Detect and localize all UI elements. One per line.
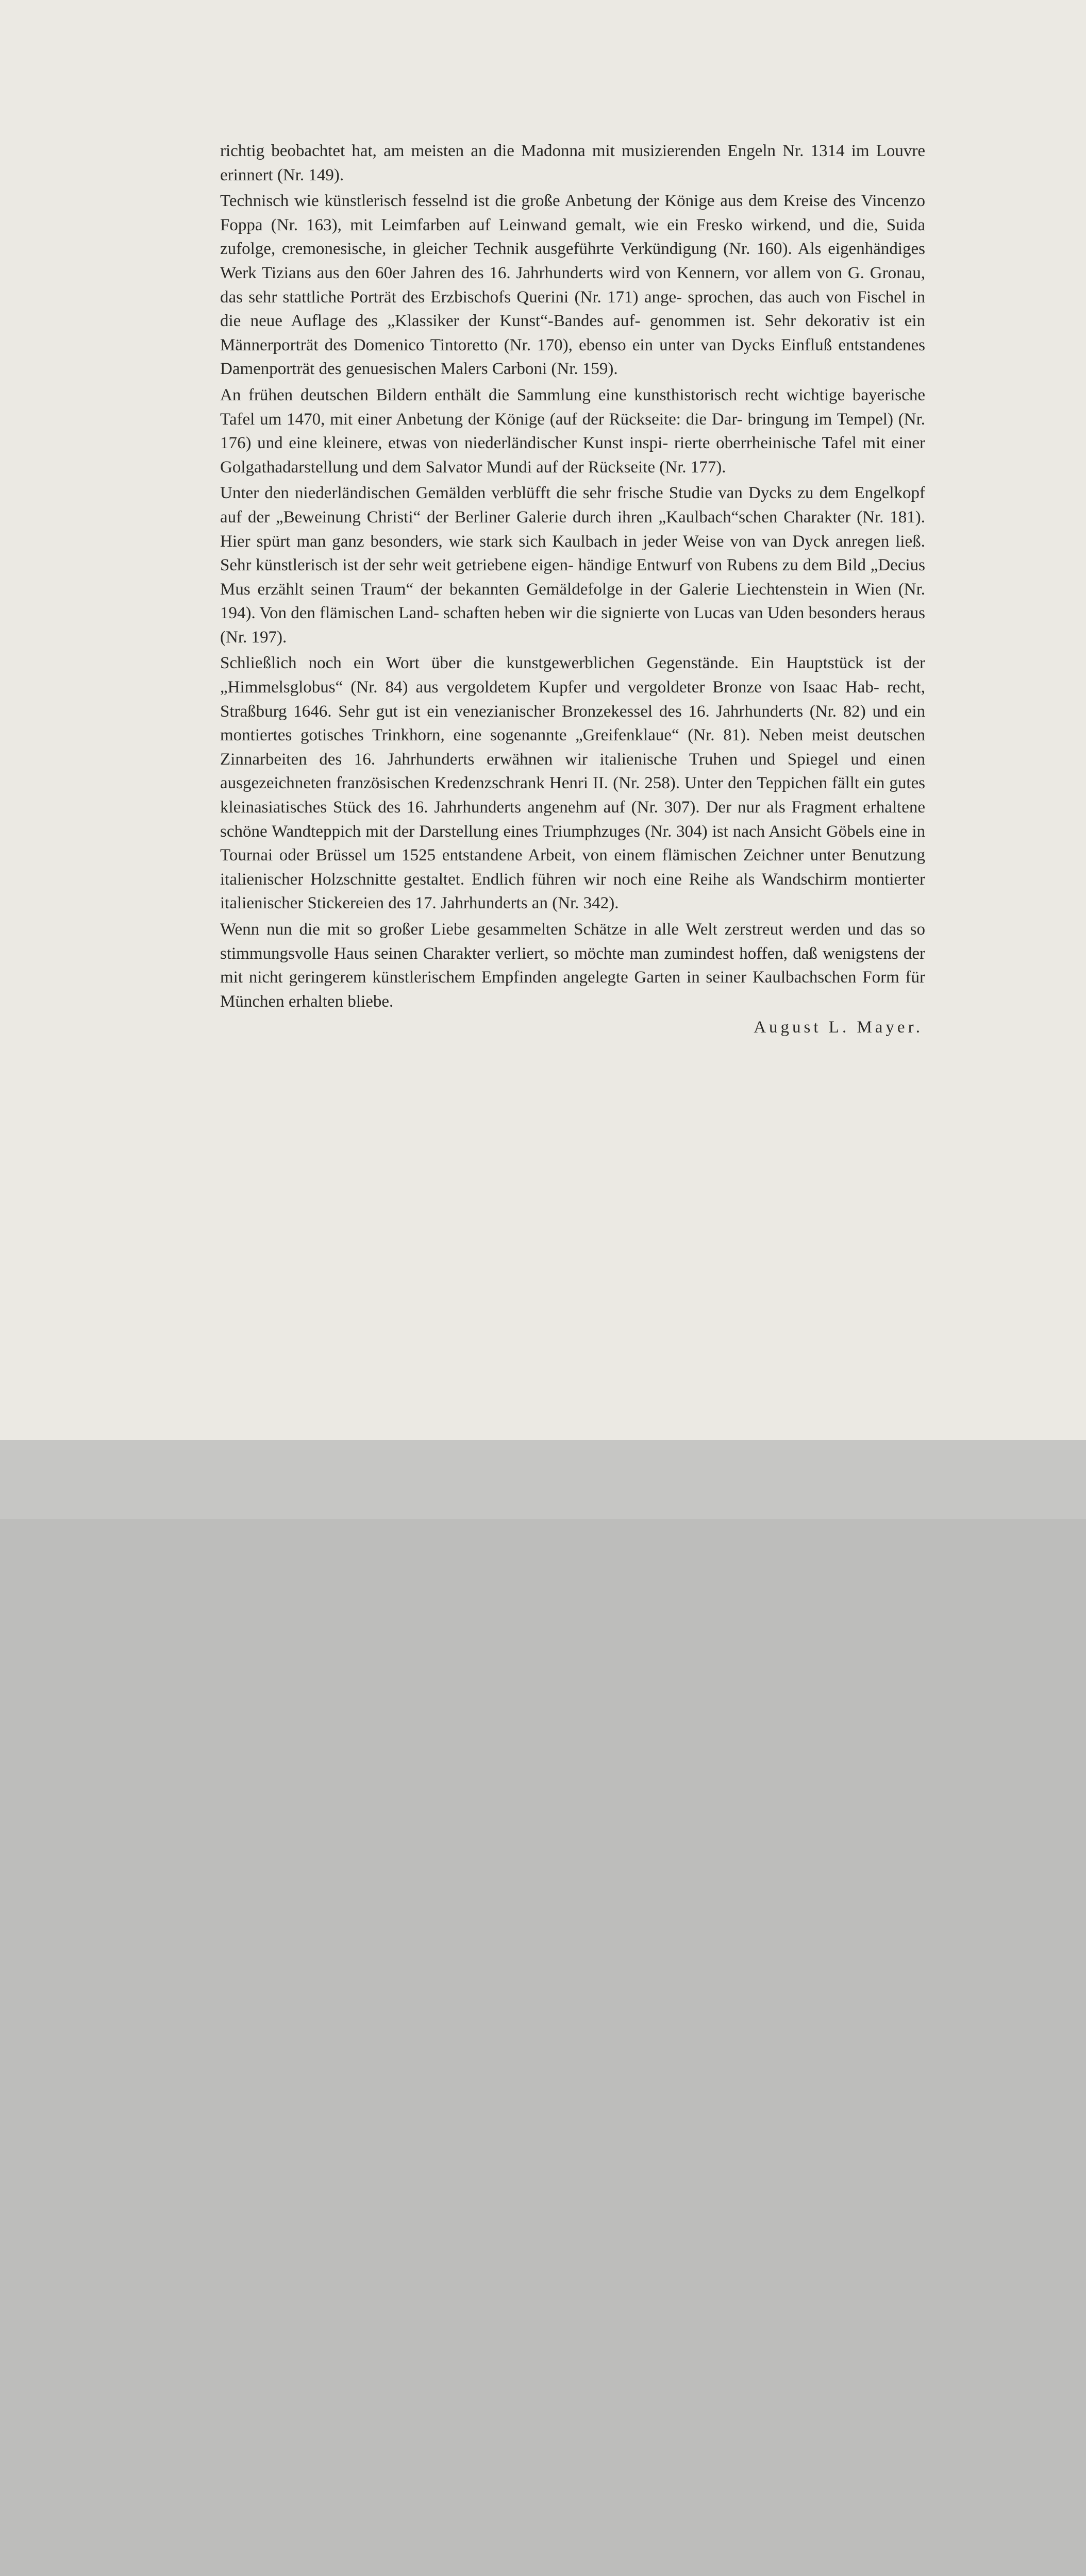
- author-signature: August L. Mayer.: [754, 1018, 923, 1037]
- paragraph-4: Unter den niederländischen Gemälden verblüfft die sehr frische Studie van Dycks zu dem Engelkopf auf der „Beweinung Christi“ der Berliner Galerie durch ihren „Kaulbach“schen Charakter (Nr. 181). Hier spürt man ganz besonders, wie stark sich Kaulbach in jeder Weise von van Dyck anregen ließ. Sehr künstlerisch ist der sehr weit getriebene eigen- händige Entwurf von Rubens zu dem Bild „Decius Mus erzählt seinen Traum“ der bekannten Gemäldefolge in der Galerie Liechtenstein in Wien (Nr. 194). Von den flämischen Land- schaften heben wir die signierte von Lucas van Uden besonders heraus (Nr. 197).: [220, 484, 925, 647]
- paragraph-1: richtig beobachtet hat, am meisten an die Madonna mit musizierenden Engeln Nr. 1314 im Louvre erinnert (Nr. 149).: [220, 142, 925, 184]
- paragraph-2: Technisch wie künstlerisch fesselnd ist die große Anbetung der Könige aus dem Kreise des Vincenzo Foppa (Nr. 163), mit Leimfarben auf Leinwand gemalt, wie ein Fresko wirkend, und die, Suida zufolge, cremonesische, in gleicher Technik ausgeführte Verkündigung (Nr. 160). Als eigenhändiges Werk Tizians aus den 60er Jahren des 16. Jahrhunderts wird von Kennern, vor allem von G. Gronau, das sehr stattliche Porträt des Erzbischofs Querini (Nr. 171) ange- sprochen, das auch von Fischel in die neue Auflage des „Klassiker der Kunst“-Bandes auf- genommen ist. Sehr dekorativ ist ein Männerporträt des Domenico Tintoretto (Nr. 170), ebenso ein unter van Dycks Einfluß entstandenes Damenporträt des genuesischen Malers Carboni (Nr. 159).: [220, 192, 925, 379]
- footer-bar: [0, 1440, 1086, 1519]
- paragraph-6: Wenn nun die mit so großer Liebe gesammelten Schätze in alle Welt zerstreut werden und das so stimmungsvolle Haus seinen Charakter verliert, so möchte man zumindest hoffen, daß wenigstens der mit nicht geringerem künstlerischem Empfinden angelegte Garten in seiner Kaulbachschen Form für München erhalten bliebe.: [220, 920, 925, 1011]
- paragraph-3: An frühen deutschen Bildern enthält die Sammlung eine kunsthistorisch recht wichtige bayerische Tafel um 1470, mit einer Anbetung der Könige (auf der Rückseite: die Dar- bringung im Tempel) (Nr. 176) und eine kleinere, etwas von niederländischer Kunst inspi- rierte oberrheinische Tafel mit einer Golgathadarstellung und dem Salvator Mundi auf der Rückseite (Nr. 177).: [220, 385, 925, 477]
- paragraph-5: Schließlich noch ein Wort über die kunstgewerblichen Gegenstände. Ein Hauptstück ist der „Himmelsglobus“ (Nr. 84) aus vergoldetem Kupfer und vergoldeter Bronze von Isaac Hab- recht, Straßburg 1646. Sehr gut ist ein venezianischer Bronzekessel des 16. Jahrhunderts (Nr. 82) und ein montiertes gotisches Trinkhorn, eine sogenannte „Greifenklaue“ (Nr. 81). Neben meist deutschen Zinnarbeiten des 16. Jahrhunderts erwähnen wir italienische Truhen und Spiegel und einen ausgezeichneten französischen Kredenzschrank Henri II. (Nr. 258). Unter den Teppichen fällt ein gutes kleinasiatisches Stück des 16. Jahrhunderts angenehm auf (Nr. 307). Der nur als Fragment erhaltene schöne Wandteppich mit der Darstellung eines Triumphzuges (Nr. 304) ist nach Ansicht Göbels eine in Tournai oder Brüssel um 1525 entstandene Arbeit, von einem flämischen Zeichner unter Benutzung italienischer Holzschnitte gestaltet. Endlich führen wir noch eine Reihe als Wandschirm montierter italienischer Stickereien des 17. Jahrhunderts an (Nr. 342).: [220, 654, 925, 913]
- body-text: [220, 139, 925, 1042]
